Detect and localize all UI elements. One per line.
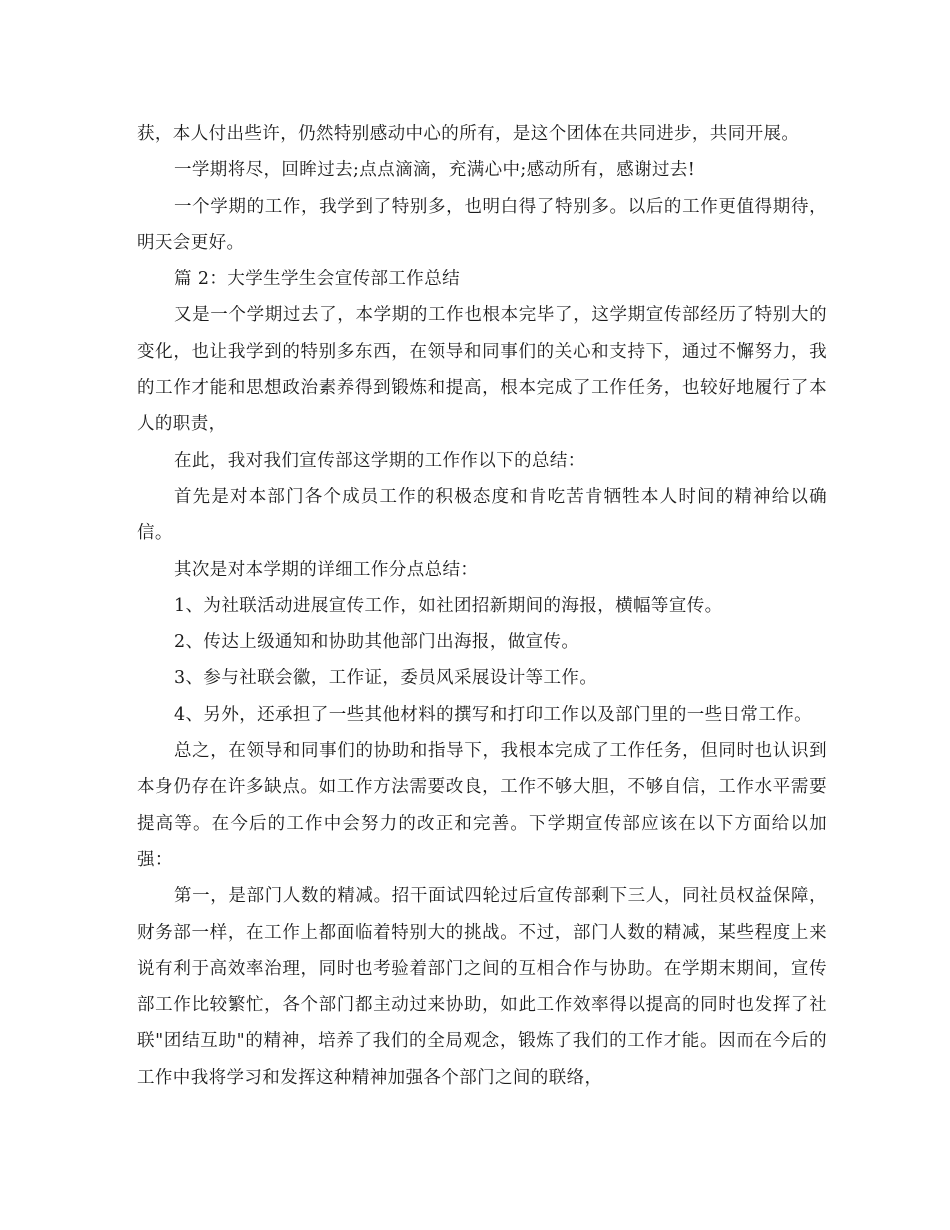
paragraph-first-point: 首先是对本部门各个成员工作的积极态度和肯吃苦肯牺牲本人时间的精神给以确信。 [137,486,827,544]
paragraph-second-point: 其次是对本学期的详细工作分点总结： [174,559,479,580]
paragraph-conclusion: 总之，在领导和同事们的协助和指导下，我根本完成了工作任务，但同时也认识到本身仍存在许多缺点。如工作方法需要改良，工作不够大胆，不够自信，工作水平需要提高等。在今后的工作中会努力的改正和完善。下学期宣传部应该在以下方面给以加强： [137,741,827,870]
list-item: 3、参与社联会徽，工作证，委员风采展设计等工作。 [174,668,598,689]
section-heading: 篇 2：大学生学生会宣传部工作总结 [174,269,460,290]
paragraph-summary: 一个学期的工作，我学到了特别多，也明白得了特别多。以后的工作更值得期待，明天会更好。 [137,196,827,253]
document-body [137,116,827,1096]
paragraph-intro: 又是一个学期过去了，本学期的工作也根本完毕了，这学期宣传部经历了特别大的变化，也让我学到的特别多东西，在领导和同事们的关心和支持下，通过不懈努力，我的工作才能和思想政治素养得到锻炼和提高，根本完成了工作任务，也较好地履行了本人的职责， [137,305,827,435]
list-item: 2、传达上级通知和协助其他部门出海报，做宣传。 [174,632,580,653]
list-item: 1、为社联活动进展宣传工作，如社团招新期间的海报，横幅等宣传。 [174,595,723,616]
paragraph-improvement-first: 第一，是部门人数的精减。招干面试四轮过后宣传部剩下三人，同社员权益保障，财务部一样，在工作上都面临着特别大的挑战。不过，部门人数的精减，某些程度上来说有利于高效率治理，同时也考验着部门之间的互相合作与协助。在学期末期间，宣传部工作比较繁忙，各个部门都主动过来协助，如此工作效率得以提高的同时也发挥了社联"团结互助"的精神，培养了我们的全局观念，锻炼了我们的工作才能。因而在今后的工作中我将学习和发挥这种精神加强各个部门之间的联络， [137,886,827,1088]
list-item: 4、另外，还承担了一些其他材料的撰写和打印工作以及部门里的一些日常工作。 [174,704,813,725]
paragraph-continuation: 获，本人付出些许，仍然特别感动中心的所有，是这个团体在共同进步，共同开展。 [137,124,800,144]
paragraph-closing-lines: 一学期将尽，回眸过去;点点滴滴，充满心中;感动所有，感谢过去! [174,160,696,181]
paragraph-lead-in: 在此，我对我们宣传部这学期的工作作以下的总结： [174,450,586,471]
